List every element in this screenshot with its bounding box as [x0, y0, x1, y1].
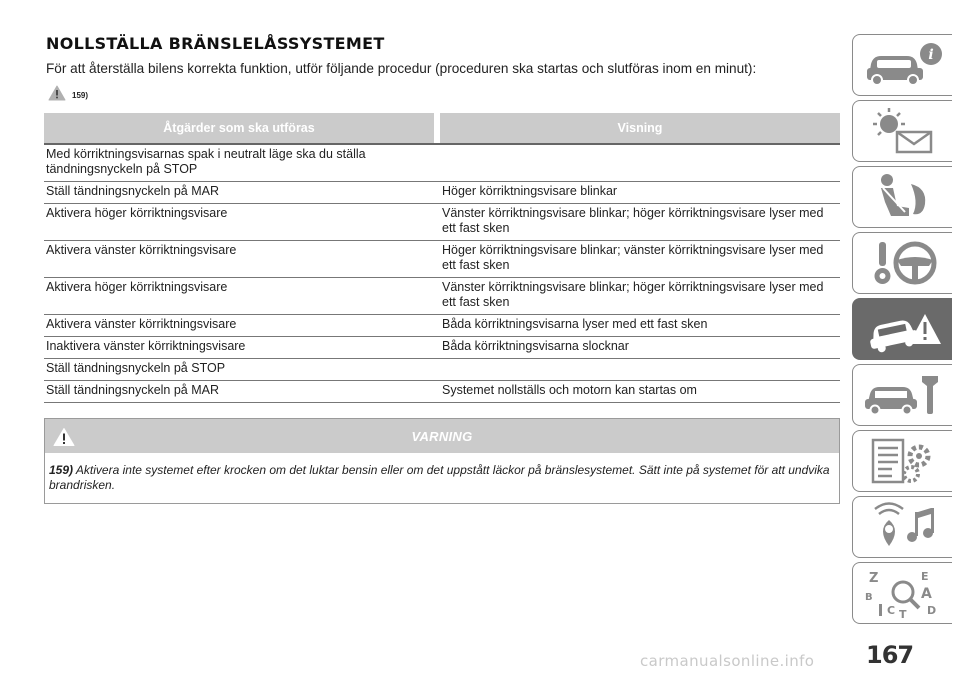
warning-box	[44, 418, 840, 504]
watermark: carmanualsonline.info	[640, 652, 815, 670]
index-letter: A	[920, 586, 932, 602]
display-cell: Vänster körriktningsvisare blinkar; höger körriktningsvisare lyser med ett fast sken	[440, 204, 840, 241]
action-cell: Aktivera höger körriktningsvisare	[44, 278, 434, 315]
chapter-sidebar	[852, 34, 952, 628]
sidebar-tab-safety[interactable]	[852, 166, 952, 228]
sidebar-tab-specifications[interactable]	[852, 430, 952, 492]
index-icon	[859, 566, 947, 620]
svg-text:i: i	[927, 47, 934, 63]
sidebar-tab-emergency[interactable]	[852, 298, 952, 360]
display-cell: Systemet nollställs och motorn kan startas om	[440, 381, 840, 403]
warning-lights-icon	[859, 104, 947, 158]
table-row	[44, 241, 840, 278]
intro-text: För att återställa bilens korrekta funktion, utför följande procedur (proceduren ska startas och slutföras inom en minut):	[46, 61, 757, 76]
procedure-table-body	[44, 144, 840, 403]
display-cell: Vänster körriktningsvisare blinkar; höger körriktningsvisare lyser med ett fast sken	[440, 278, 840, 315]
display-cell: Höger körriktningsvisare blinkar	[440, 182, 840, 204]
page-content	[44, 28, 840, 504]
index-letter: B	[864, 592, 873, 603]
emergency-crash-icon	[859, 302, 947, 356]
column-header-display: Visning	[440, 113, 840, 144]
procedure-table	[44, 113, 840, 403]
warning-body	[45, 453, 839, 503]
seat-airbag-icon	[859, 170, 947, 224]
table-row	[44, 315, 840, 337]
car-maintenance-icon	[859, 368, 947, 422]
sidebar-tab-warning-lights[interactable]	[852, 100, 952, 162]
car-info-icon	[859, 38, 947, 92]
warning-body-text: Aktivera inte systemet efter krocken om det luktar bensin eller om det uppstått läckor på bränslesystemet. Sätt inte på systemet för att undvika brandrisken.	[49, 463, 830, 492]
sidebar-tab-multimedia[interactable]	[852, 496, 952, 558]
warning-body-ref: 159)	[49, 463, 74, 477]
display-cell: Båda körriktningsvisarna lyser med ett fast sken	[440, 315, 840, 337]
display-cell: Höger körriktningsvisare blinkar; vänster körriktningsvisare lyser med ett fast sken	[440, 241, 840, 278]
table-row	[44, 144, 840, 182]
table-row	[44, 204, 840, 241]
display-cell	[440, 359, 840, 381]
warning-label: VARNING	[411, 428, 473, 444]
sidebar-tab-starting-driving[interactable]	[852, 232, 952, 294]
sidebar-tab-car-info[interactable]	[852, 34, 952, 96]
index-letter: Z	[868, 571, 878, 586]
warning-reference[interactable]	[48, 83, 840, 103]
action-cell: Ställ tändningsnyckeln på MAR	[44, 381, 434, 403]
sidebar-tab-index[interactable]	[852, 562, 952, 624]
table-row	[44, 381, 840, 403]
sidebar-tab-maintenance[interactable]	[852, 364, 952, 426]
action-cell: Aktivera höger körriktningsvisare	[44, 204, 434, 241]
action-cell: Aktivera vänster körriktningsvisare	[44, 315, 434, 337]
section-title: NOLLSTÄLLA BRÄNSLELÅSSYSTEMET	[46, 34, 385, 53]
steering-wheel-key-icon	[859, 236, 947, 290]
index-letter: T	[898, 608, 907, 620]
column-header-actions: Åtgärder som ska utföras	[44, 113, 434, 144]
display-cell: Båda körriktningsvisarna slocknar	[440, 337, 840, 359]
action-cell: Ställ tändningsnyckeln på STOP	[44, 359, 434, 381]
warning-triangle-icon	[53, 427, 75, 447]
warning-triangle-icon	[48, 85, 66, 101]
multimedia-icon	[859, 500, 947, 554]
table-row	[44, 359, 840, 381]
index-letter: D	[926, 604, 936, 617]
index-letter: C	[886, 604, 895, 617]
specifications-icon	[859, 434, 947, 488]
table-row	[44, 278, 840, 315]
action-cell: Med körriktningsvisarnas spak i neutralt läge ska du ställa tändningsnyckeln på STOP	[44, 144, 434, 182]
table-row	[44, 182, 840, 204]
action-cell: Inaktivera vänster körriktningsvisare	[44, 337, 434, 359]
warning-ref-number: 159)	[72, 90, 89, 100]
display-cell	[440, 144, 840, 182]
index-letter: E	[920, 570, 929, 583]
action-cell: Aktivera vänster körriktningsvisare	[44, 241, 434, 278]
table-row	[44, 337, 840, 359]
warning-box-header	[45, 419, 839, 453]
action-cell: Ställ tändningsnyckeln på MAR	[44, 182, 434, 204]
page-number: 167	[866, 641, 914, 669]
